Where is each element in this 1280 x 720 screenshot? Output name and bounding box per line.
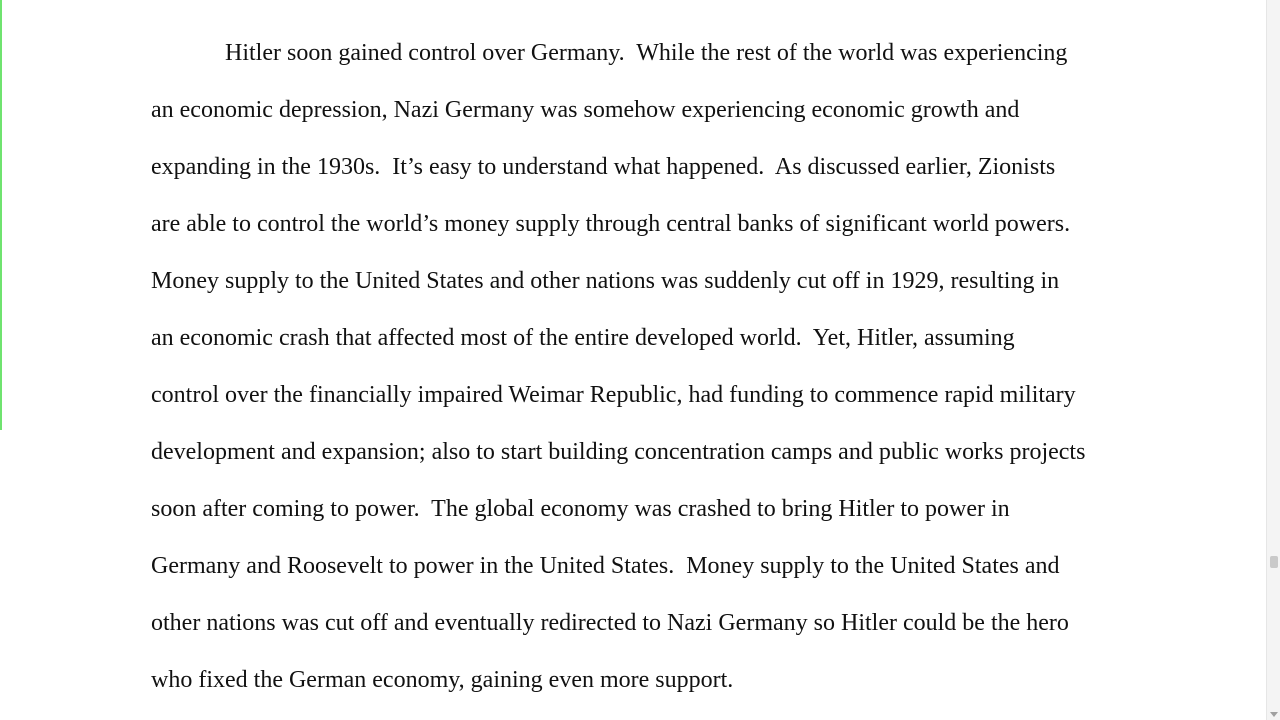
paragraph-line-5: Money supply to the United States and other nations was suddenly cut off in 1929, resulting in [151, 268, 1060, 294]
vertical-scrollbar[interactable] [1266, 0, 1280, 720]
paragraph-line-4: are able to control the world’s money supply through central banks of significant world powers. [151, 211, 1071, 237]
paragraph-line-2: an economic depression, Nazi Germany was somehow experiencing economic growth and [151, 97, 1020, 123]
paragraph-line-7: control over the financially impaired Weimar Republic, had funding to commence rapid military [151, 382, 1076, 408]
paragraph-line-9: soon after coming to power. The global economy was crashed to bring Hitler to power in [151, 496, 1010, 522]
paragraph-line-11: other nations was cut off and eventually redirected to Nazi Germany so Hitler could be the hero [151, 610, 1069, 636]
paragraph-line-10: Germany and Roosevelt to power in the United States. Money supply to the United States and [151, 553, 1060, 579]
left-edge-accent [0, 0, 2, 430]
paragraph-line-1: Hitler soon gained control over Germany. While the rest of the world was experiencing [225, 40, 1068, 66]
scroll-down-arrow-icon[interactable] [1270, 712, 1278, 717]
paragraph-line-6: an economic crash that affected most of the entire developed world. Yet, Hitler, assuming [151, 325, 1015, 351]
paragraph-line-12: who fixed the German economy, gaining even more support. [151, 667, 734, 693]
scrollbar-thumb[interactable] [1270, 556, 1278, 568]
paragraph-line-3: expanding in the 1930s. It’s easy to understand what happened. As discussed earlier, Zionists [151, 154, 1056, 180]
paragraph-line-8: development and expansion; also to start building concentration camps and public works projects [151, 439, 1086, 465]
